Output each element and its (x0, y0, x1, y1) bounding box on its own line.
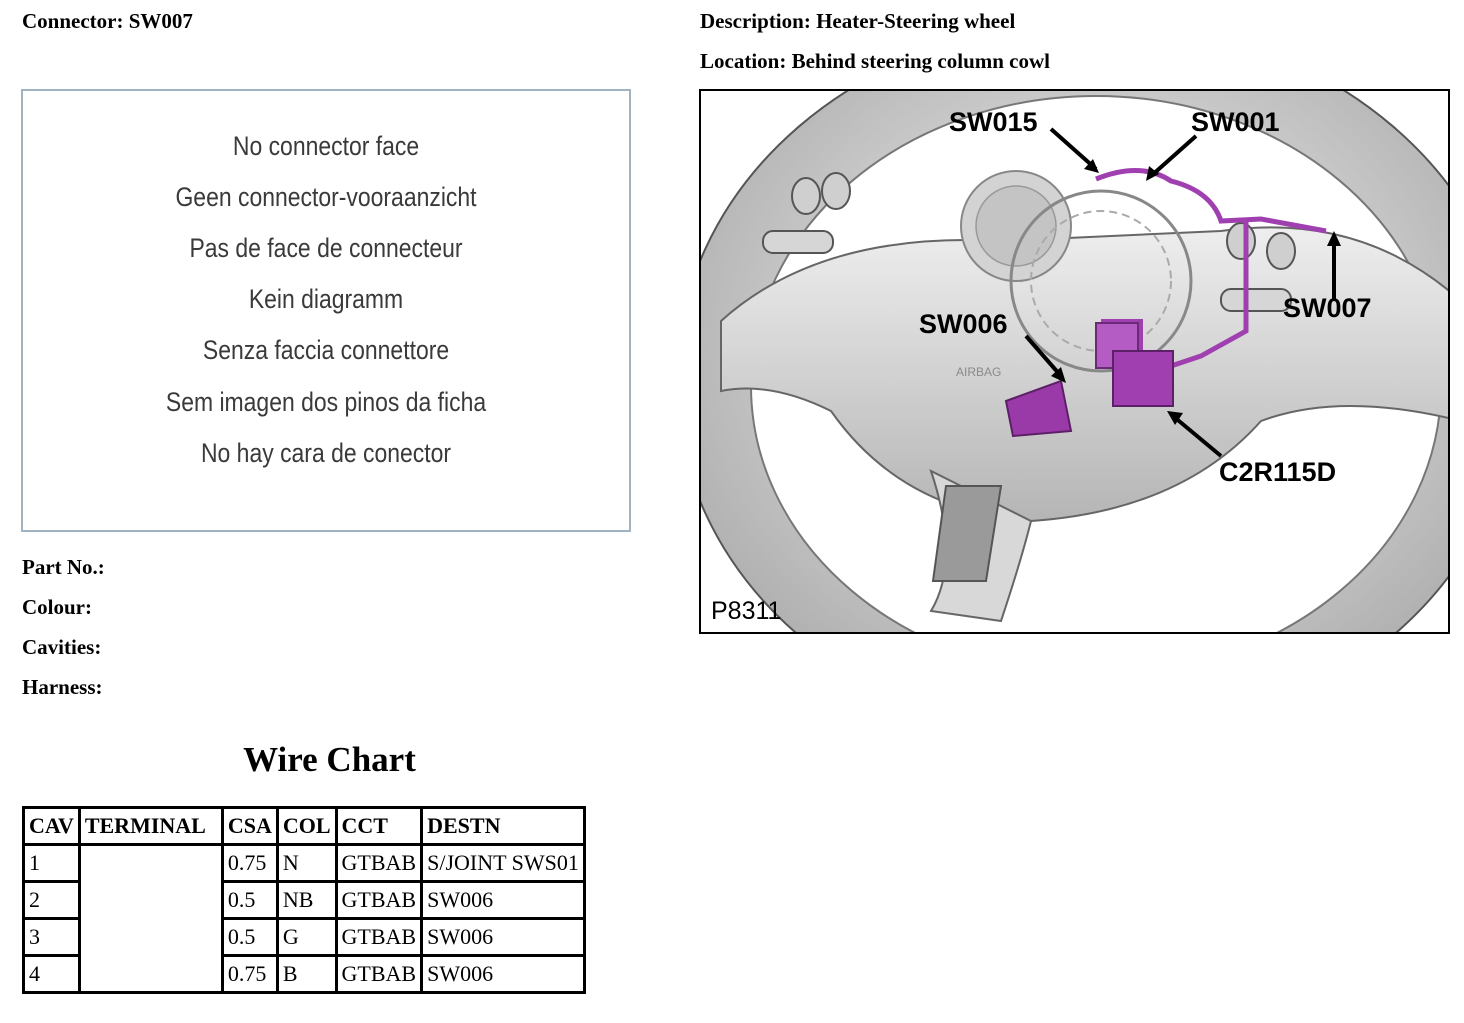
face-line: No hay cara de conector (200, 438, 452, 468)
face-line: No connector face (232, 131, 420, 161)
wire-chart-table (22, 806, 586, 994)
cell-col: B (279, 957, 335, 991)
cell-cct: GTBAB (338, 846, 421, 880)
steering-wheel-diagram (699, 89, 1450, 634)
cell-csa: 0.75 (224, 957, 276, 991)
face-line: Sem imagen dos pinos da ficha (165, 387, 487, 417)
callout-sw006: SW006 (919, 309, 1008, 339)
header-col: COL (279, 809, 335, 843)
header-csa: CSA (224, 809, 276, 843)
colour-label: Colour: (22, 595, 92, 619)
face-line: Senza faccia connettore (202, 335, 450, 365)
callout-c2r115d: C2R115D (1219, 457, 1337, 487)
cell-destn: S/JOINT SWS01 (423, 846, 583, 880)
cell-destn: SW006 (423, 957, 583, 991)
callout-sw001: SW001 (1191, 107, 1280, 137)
header-destn: DESTN (423, 809, 583, 843)
header-terminal: TERMINAL (81, 809, 221, 843)
cell-destn: SW006 (423, 883, 583, 917)
cell-csa: 0.75 (224, 846, 276, 880)
steering-wheel-illustration-icon (701, 91, 1448, 632)
table-header-row (25, 809, 583, 843)
cell-destn: SW006 (423, 920, 583, 954)
connector-title: Connector: SW007 (22, 9, 193, 33)
airbag-label: AIRBAG (956, 365, 1002, 379)
connector-face-placeholder (21, 89, 631, 532)
callout-sw007: SW007 (1283, 293, 1372, 323)
image-id: P8311 (711, 597, 782, 625)
face-line: Pas de face de connecteur (189, 233, 463, 263)
header-cct: CCT (338, 809, 421, 843)
face-line: Kein diagramm (248, 284, 404, 314)
cell-cav: 2 (25, 883, 78, 917)
cell-col: G (279, 920, 335, 954)
cell-cct: GTBAB (338, 920, 421, 954)
cavities-label: Cavities: (22, 635, 102, 659)
cell-terminal (81, 846, 221, 991)
description: Description: Heater-Steering wheel (700, 9, 1016, 33)
callout-sw015: SW015 (949, 107, 1038, 137)
harness-label: Harness: (22, 675, 103, 699)
cell-csa: 0.5 (224, 920, 276, 954)
part-no-label: Part No.: (22, 555, 105, 579)
cell-cav: 3 (25, 920, 78, 954)
cell-col: N (279, 846, 335, 880)
table-row (25, 846, 583, 880)
cell-cct: GTBAB (338, 957, 421, 991)
location: Location: Behind steering column cowl (700, 49, 1050, 73)
cell-cct: GTBAB (338, 883, 421, 917)
wire-chart-title: Wire Chart (243, 740, 416, 779)
cell-cav: 1 (25, 846, 78, 880)
cell-cav: 4 (25, 957, 78, 991)
header-cav: CAV (25, 809, 78, 843)
cell-csa: 0.5 (224, 883, 276, 917)
face-line: Geen connector-vooraanzicht (175, 182, 477, 212)
cell-col: NB (279, 883, 335, 917)
